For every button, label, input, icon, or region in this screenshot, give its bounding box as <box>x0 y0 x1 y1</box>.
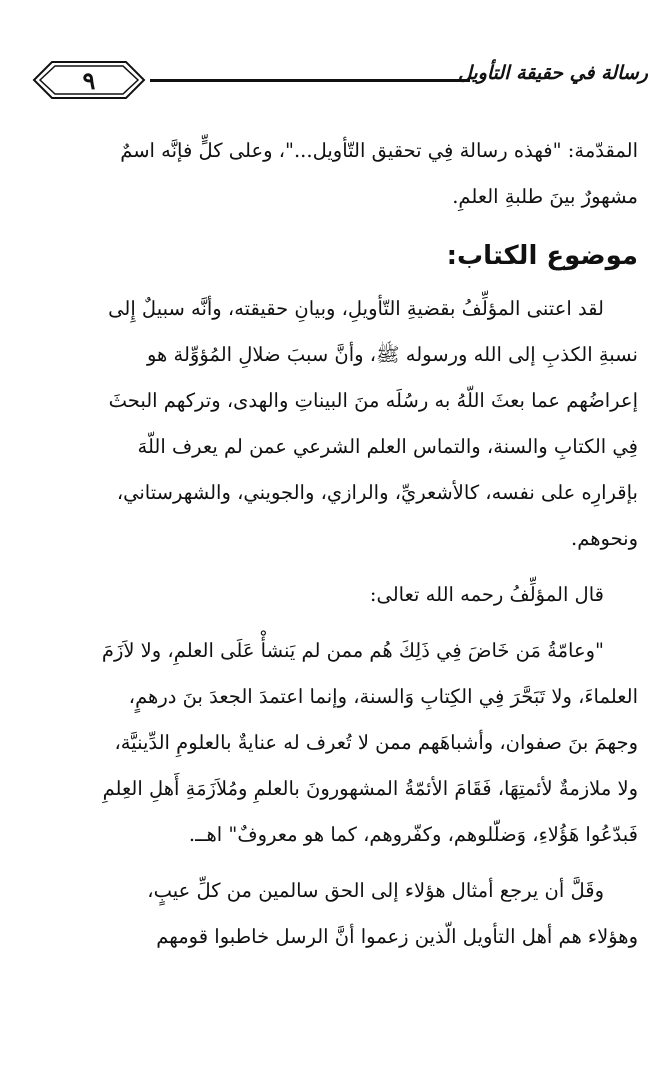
text-line: مشهورٌ بينَ طلبةِ العلمِ. <box>452 185 638 208</box>
quote-line: العلماءَ، ولا تَبَحَّرَ فِي الكِتابِ وَالسنة، وإنما اعتمدَ الجعدَ بنَ درهمٍ، <box>128 685 638 708</box>
quote-line: وجهمَ بنَ صفوان، وأشباهَهم ممن لا تُعرف له عنايةٌ بالعلومِ الدِّينيَّة، <box>114 731 638 754</box>
page-number: ٩ <box>82 65 96 95</box>
text-line: وقَلَّ أن يرجع أمثال هؤلاء إلى الحق سالمين من كلِّ عيبٍ، <box>147 879 604 902</box>
page-body <box>32 128 638 960</box>
text-line: قال المؤلِّفُ رحمه الله تعالى: <box>369 583 604 606</box>
quote-line: "وعامّةُ مَن خَاضَ فِي ذَلِكَ هُم ممن لم يَنشأْ عَلَى العلمِ، ولا لاَزَمَ <box>101 639 604 662</box>
running-title: رسالة في حقيقة التأويل <box>458 62 648 84</box>
text-line: بإقرارِه على نفسه، كالأشعريِّ، والرازي، والجويني، والشهرستاني، <box>116 481 638 504</box>
text-line: وهؤلاء هم أهل التأويل الّذين زعموا أنَّ الرسل خاطبوا قومهم <box>156 925 638 948</box>
text-line: لقد اعتنى المؤلِّفُ بقضيةِ التّأويلِ، وبيانِ حقيقته، وأنَّه سبيلٌ إِلى <box>108 297 604 320</box>
text-line: إعراضُهم عما بعثَ اللّهُ به رسُلَه منَ البيناتِ والهدى، وتركهم البحثَ <box>108 389 638 412</box>
section-heading: موضوع الكتاب: <box>446 241 638 271</box>
quote-line: ولا ملازمةٌ لأئمتِهَا، فَقَامَ الأئمّةُ المشهورونَ بالعلمِ ومُلاَزَمَةِ أَهلِ العِلمِ <box>102 777 638 800</box>
text-line: المقدّمة: "فهذه رسالة فِي تحقيق التّأويل..."، وعلى كلٍّ فإنَّه اسمٌ <box>120 139 638 162</box>
page-number-badge <box>30 58 148 102</box>
quote-line: فَبدّعُوا هَؤُلاءِ، وَضلّلوهم، وكفّروهم، كما هو معروفٌ" اهــ. <box>188 823 638 846</box>
text-line: ونحوهم. <box>571 527 638 550</box>
page-header <box>18 58 648 102</box>
text-line: نسبةِ الكذبِ إلى الله ورسوله ﷺ، وأنَّ سببَ ضلالِ المُؤوِّلة هو <box>146 343 638 366</box>
header-rule <box>150 79 470 82</box>
text-line: فِي الكتابِ والسنة، والتماس العلم الشرعي عمن لم يعرف اللّهَ <box>137 435 638 458</box>
